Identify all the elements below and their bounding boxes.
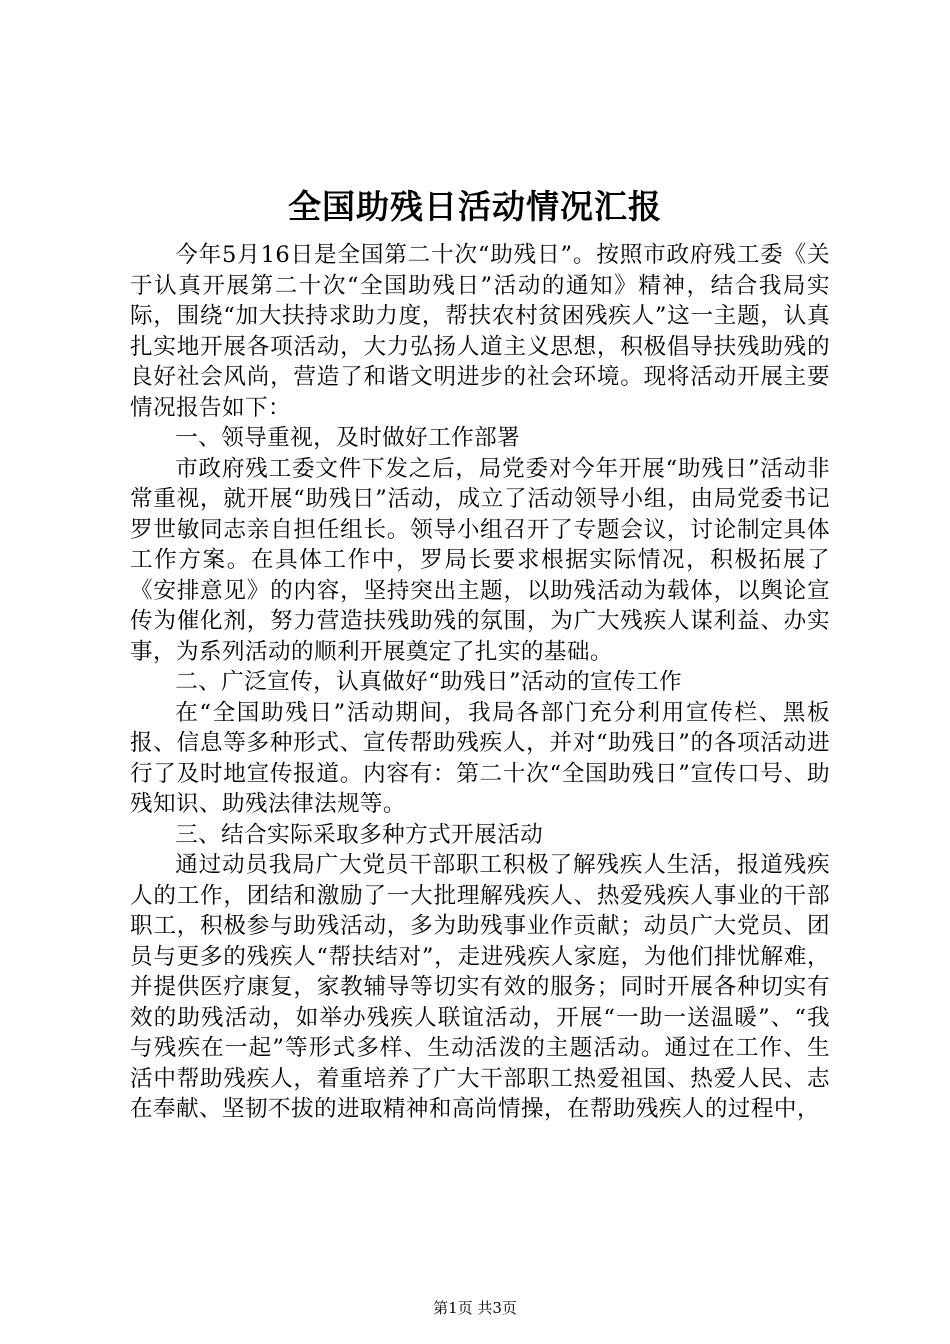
intro-paragraph: 今年5月16日是全国第二十次“助残日”。按照市政府残工委《关于认真开展第二十次“全国助残日”活动的通知》精神，结合我局实际，围绕“加大扶持求助力度，帮扶农村贫困残疾人”这一主题，认真扎实地开展各项活动，大力弘扬人道主义思想，积极倡导扶残助残的良好社会风尚，营造了和谐文明进步的社会环境。现将活动开展主要情况报告如下：: [130, 242, 830, 421]
section-heading-1: 一、领导重视，及时做好工作部署: [175, 425, 521, 451]
page-footer: 第1页 共3页: [433, 1299, 517, 1317]
document-body: [130, 240, 830, 1125]
section-paragraph-3: 通过动员我局广大党员干部职工积极了解残疾人生活，报道残疾人的工作，团结和激励了一大批理解残疾人、热爱残疾人事业的干部职工，积极参与助残活动，多为助残事业作贡献；动员广大党员、团员与更多的残疾人“帮扶结对”，走进残疾人家庭，为他们排忧解难，并提供医疗康复，家教辅导等切实有效的服务；同时开展各种切实有效的助残活动，如举办残疾人联谊活动，开展“一助一送温暖”、“我与残疾在一起”等形式多样、生动活泼的主题活动。通过在工作、生活中帮助残疾人，着重培养了广大干部职工热爱祖国、热爱人民、志在奉献、坚韧不拔的进取精神和高尚情操，在帮助残疾人的过程中，: [130, 852, 830, 1122]
section-paragraph-2: 在“全国助残日”活动期间，我局各部门充分利用宣传栏、黑板报、信息等多种形式、宣传帮助残疾人，并对“助残日”的各项活动进行了及时地宣传报道。内容有：第二十次“全国助残日”宣传口号、助残知识、助残法律法规等。: [130, 699, 830, 817]
section-heading-3: 三、结合实际采取多种方式开展活动: [175, 821, 544, 848]
section-heading-2: 二、广泛宣传，认真做好“助残日”活动的宣传工作: [175, 669, 682, 695]
document-title: 全国助残日活动情况汇报: [288, 187, 662, 226]
section-paragraph-1: 市政府残工委文件下发之后，局党委对今年开展“助残日”活动非常重视，就开展“助残日”活动，成立了活动领导小组，由局党委书记罗世敏同志亲自担任组长。领导小组召开了专题会议，讨论制定具体工作方案。在具体工作中，罗局长要求根据实际情况，积极拓展了《安排意见》的内容，坚持突出主题，以助残活动为载体，以舆论宣传为催化剂，努力营造扶残助残的氛围，为广大残疾人谋利益、办实事，为系列活动的顺利开展奠定了扎实的基础。: [130, 455, 830, 665]
